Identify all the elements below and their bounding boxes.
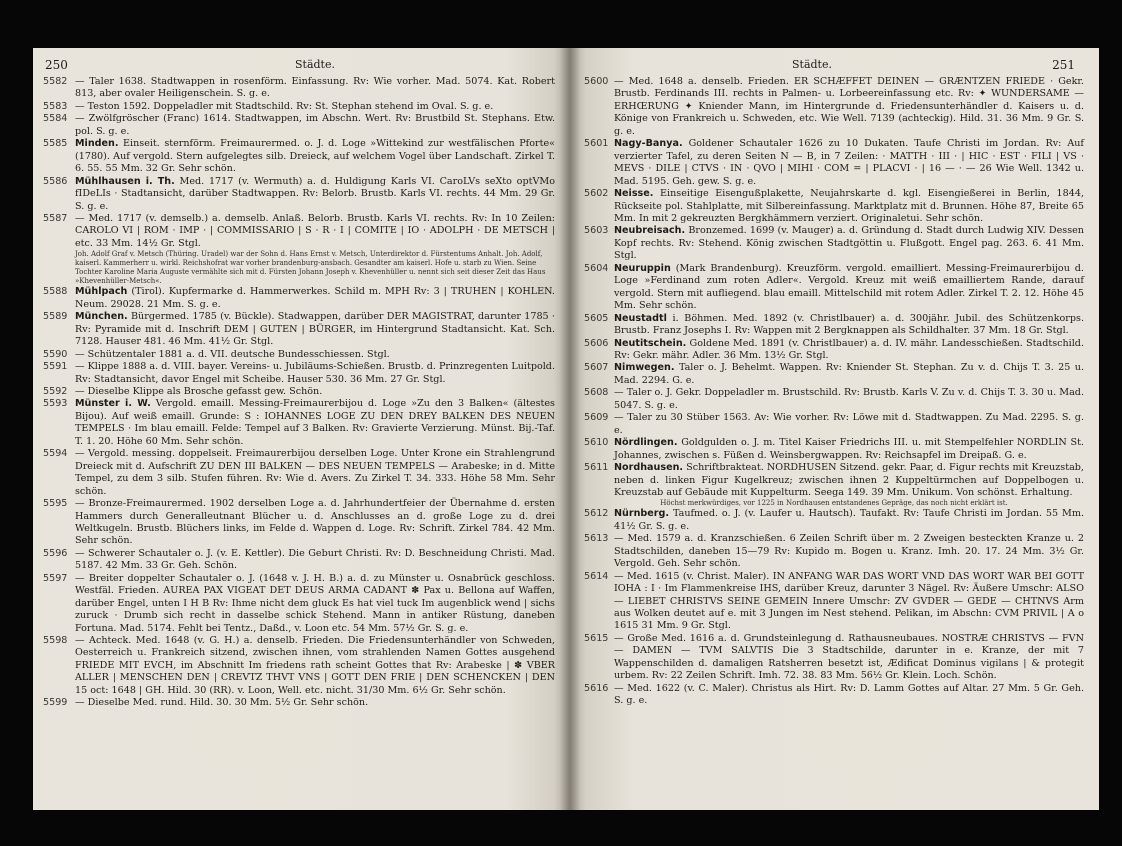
entry-description: i. Böhmen. Med. 1892 (v. Christlbauer) a. d. 300jähr. Jubil. des Schützenkorps. Brustb. Franz Josephs I. Rv: Wappen mit 2 Bergknappen als Schildhalter. 37 Mm. 18 Gr. Stgl.: [614, 312, 1084, 337]
left-entry-list: [43, 76, 555, 710]
catalog-entry: [43, 101, 555, 113]
lot-number: 5589: [43, 311, 68, 323]
lot-number: 5593: [43, 398, 68, 410]
catalog-entry: [43, 448, 555, 498]
catalog-entry: [584, 387, 1084, 412]
entry-description: Goldene Med. 1891 (v. Christlbauer) a. d. IV. mähr. Landesschießen. Stadtschild. Rv: Gekr. mähr. Adler. 36 Mm. 13½ Gr. Stgl.: [614, 337, 1084, 361]
entry-description: — Teston 1592. Doppeladler mit Stadtschild. Rv: St. Stephan stehend im Oval. S. g. e.: [75, 100, 494, 112]
catalog-entry: [584, 508, 1084, 533]
lot-number: 5605: [584, 312, 609, 324]
left-page-number: 250: [45, 58, 68, 72]
place-heading: Münster i. W.: [75, 398, 151, 410]
lot-number: 5586: [43, 175, 68, 187]
catalog-entry: [584, 225, 1084, 262]
entry-description: Bronzemed. 1699 (v. Mauger) a. d. Gründung d. Stadt durch Ludwig XIV. Dessen Kopf rechts. Rv: Stehend. König zwischen Stadtgöttin u. Flußgott. Engel pag. 263. 6. 41 Mm. Stgl.: [614, 225, 1084, 262]
entry-description: — Breiter doppelter Schautaler o. J. (1648 v. J. H. B.) a. d. zu Münster u. Osnabrück geschloss. Westfäl. Frieden. AUREA PAX VIGEAT DET DEUS ARMA CADANT ✽ Pax u. Bellona auf Waffen, darüber Engel, unten I H B Rv: Ihme nicht dem gluck Es hat viel tuck Im augenblick wend | sichs zuruck · Drumb sich recht in dasselbe schick Stehend. Mann in antiker Rüstung, daneben Fortuna. Mad. 5174. Fehlt bei Tentz., Daßd., v. Loon etc. 54 Mm. 57½ Gr. S. g. e.: [75, 572, 555, 634]
lot-number: 5608: [584, 387, 609, 399]
entry-description: — Med. 1717 (v. demselb.) a. demselb. Anlaß. Belorb. Brustb. Karls VI. rechts. Rv: In 10 Zeilen: CAROLO VI | ROM · IMP · | COMMISSARIO | S · R · I | COMITE | IO · ADOLPH · DE METSCH | etc. 33 Mm. 14½ Gr. Stgl.: [75, 212, 555, 249]
lot-number: 5615: [584, 632, 609, 644]
catalog-entry: [584, 263, 1084, 313]
lot-number: 5607: [584, 362, 609, 374]
entry-description: — Med. 1579 a. d. Kranzschießen. 6 Zeilen Schrift über m. 2 Zweigen besteckten Kranze u. 2 Stadtschilden, daneben 15—79 Rv: Kupido m. Bogen u. Kranz. Imh. 20. 17. 24 Mm. 3½ Gr. Vergold. Geh. Sehr schön.: [614, 533, 1084, 570]
footnote: Joh. Adolf Graf v. Metsch (Thüring. Uradel) war der Sohn d. Hans Ernst v. Metsch, Unterdirektor d. Fürstentums Anhalt. Joh. Adolf, kaiserl. Kammerherr u. wirkl. Reichshofrat war vorher brandenburg-ansbach. Gesandter am kaiserl. Hofe u. starb zu Wien. Seine Tochter Karoline Maria Auguste vermählte sich mit d. Fürsten Johann Joseph v. Khevenhüller u. nennt sich seit dieser Zeit das Haus »Khevenhüller-Metsch«.: [75, 250, 546, 286]
entry-description: Bürgermed. 1785 (v. Bückle). Stadwappen, darüber DER MAGISTRAT, darunter 1785 · Rv: Pyramide mit d. Inschrift DEM | GUTEN | BÜRGER, im Hintergrund Stadtansicht. Kat. Sch. 7128. Hauser 481. 46 Mm. 41½ Gr. Stgl.: [75, 311, 555, 348]
catalog-entry: [43, 213, 555, 250]
entry-description: — Dieselbe Med. rund. Hild. 30. 30 Mm. 5½ Gr. Sehr schön.: [75, 697, 369, 709]
lot-number: 5610: [584, 437, 609, 449]
entry-description: Taler o. J. Behelmt. Wappen. Rv: Kniender St. Stephan. Zu v. d. Chijs T. 3. 25 u. Mad. 2294. G. e.: [614, 362, 1084, 386]
entry-description: — Große Med. 1616 a. d. Grundsteinlegung d. Rathausneubaues. NOSTRÆ CHRISTVS — FVN — DAMEN — TVM SALVTIS Die 3 Stadtschilde, darunter in e. Kranze, der mit 7 Wappenschilden d. damaligen Ratsherren besetzt ist, Ædificat Dominus vigilans | & protegit urbem. Rv: 22 Zeilen Schrift. Imh. 72. 38. 83 Mm. 56½ Gr. Klein. Loch. Schön.: [614, 632, 1084, 682]
entry-description: — Zwölfgröscher (Franc) 1614. Stadtwappen, im Abschn. Wert. Rv: Brustbild St. Stephans. Etw. pol. S. g. e.: [75, 113, 555, 137]
entry-description: Einseitige Eisengußplakette, Neujahrskarte d. kgl. Eisengießerei in Berlin, 1844, Rückseite pol. Stahlplatte, mit Silbereinfassung. Marktplatz mit d. Brunnen. Höhe 87, Breite 65 Mm. In mit 2 gekreuzten Bergkhämmern verziert. Originaletui. Sehr schön.: [614, 188, 1084, 224]
catalog-entry: [43, 635, 555, 697]
entry-description: — Klippe 1888 a. d. VIII. bayer. Vereins- u. Jubiläums-Schießen. Brustb. d. Prinzregenten Luitpold. Rv: Stadtansicht, davor Engel mit Scheibe. Hauser 530. 36 Mm. 27 Gr. Stgl.: [75, 361, 555, 385]
entry-description: Taufmed. o. J. (v. Laufer u. Hautsch). Taufakt. Rv: Taufe Christi im Jordan. 55 Mm. 41½ Gr. S. g. e.: [614, 508, 1084, 532]
catalog-entry: [43, 138, 555, 175]
catalog-entry: [43, 548, 555, 573]
entry-description: — Med. 1648 a. denselb. Frieden. ER SCHÆFFET DEINEN — GRÆNTZEN FRIEDE · Gekr. Brustb. Ferdinands III. rechts in Palmen- u. Lorbeereinfassung etc. Rv: ✦ WUNDERSAME — ERHŒRUNG ✦ Kniender Mann, im Hintergrunde d. Friedensunterhändler d. Kaisers u. d. Könige von Frankreich u. Schweden, etc. Wie Well. 7139 (achteckig). Hild. 31. 36 Mm. 9 Gr. S. g. e.: [614, 76, 1084, 137]
lot-number: 5594: [43, 448, 68, 460]
catalog-entry: [43, 498, 555, 548]
catalog-entry: [584, 412, 1084, 437]
open-book: [33, 48, 1099, 810]
place-heading: Mühlpach: [75, 286, 128, 298]
right-page-number: 251: [1052, 58, 1075, 72]
entry-description: — Med. 1615 (v. Christ. Maler). IN ANFANG WAR DAS WORT VND DAS WORT WAR BEI GOTT IOHA : I · Im Flammenkreise IHS, darüber Kreuz, darunter 3 Nägel. Rv: Äußere Umschr: ALSO — LIEBET CHRISTVS SEINE GEMEIN Innere Umschr: ZV GVDER — GEDE — CHTNVS Arm aus Wolken deutet auf e. mit 3 Jungen im Nest stehend. Pelikan, im Abschn: CVM PRIVIL | A o 1615 31 Mm. 9 Gr. Stgl.: [614, 570, 1084, 632]
entry-description: Schriftbrakteat. NORDHUSEN Sitzend. gekr. Paar, d. Figur rechts mit Kreuzstab, neben d. linken Figur Kugelkreuz; zwischen ihnen 2 Kuppeltürmchen auf Doppelbogen u. Kreuzstab auf Gebäude mit Kuppelturm. Seega 149. 39 Mm. Unikum. Von schönst. Erhaltung.: [614, 462, 1084, 498]
lot-number: 5592: [43, 385, 68, 397]
lot-number: 5598: [43, 635, 68, 647]
lot-number: 5609: [584, 412, 609, 424]
place-heading: München.: [75, 311, 128, 323]
catalog-entry: [584, 338, 1084, 363]
catalog-entry: [584, 188, 1084, 225]
entry-description: (Tirol). Kupfermarke d. Hammerwerkes. Schild m. MPH Rv: 3 | TRUHEN | KOHLEN. Neum. 29028. 21 Mm. S. g. e.: [75, 286, 555, 310]
lot-number: 5584: [43, 113, 68, 125]
lot-number: 5601: [584, 138, 609, 150]
lot-number: 5616: [584, 682, 609, 694]
place-heading: Mühlhausen i. Th.: [75, 175, 175, 187]
catalog-entry: [43, 386, 555, 398]
place-heading: Neutitschein.: [614, 337, 687, 349]
place-heading: Minden.: [75, 138, 119, 150]
catalog-entry: [43, 697, 555, 709]
entry-description: — Schützentaler 1881 a. d. VII. deutsche Bundesschiessen. Stgl.: [75, 348, 390, 360]
catalog-entry: [43, 76, 555, 101]
place-heading: Nürnberg.: [614, 508, 670, 520]
catalog-entry: [43, 286, 555, 311]
entry-description: — Bronze-Freimaurermed. 1902 derselben Loge a. d. Jahrhundertfeier der Übernahme d. ersten Hammers durch Generalleutnant Blücher u. d. Anschlusses an d. große Loge zu d. drei Weltkugeln. Brustb. Blüchers links, im Felde d. Wappen d. Loge. Rv: Schrift. Zirkel 784. 42 Mm. Sehr schön.: [75, 498, 555, 547]
catalog-entry: [43, 361, 555, 386]
lot-number: 5600: [584, 76, 609, 87]
lot-number: 5590: [43, 348, 68, 360]
catalog-entry: [584, 462, 1084, 499]
catalog-entry: [43, 398, 555, 448]
lot-number: 5599: [43, 697, 68, 709]
place-heading: Neuruppin: [614, 262, 671, 274]
lot-number: 5597: [43, 572, 68, 584]
place-heading: Nagy-Banya.: [614, 138, 683, 150]
lot-number: 5606: [584, 337, 609, 349]
catalog-entry: [584, 533, 1084, 570]
entry-description: — Taler 1638. Stadtwappen in rosenförm. Einfassung. Rv: Wie vorher. Mad. 5074. Kat. Robert 813, aber ovaler Heiligenschein. S. g. e.: [75, 76, 555, 100]
entry-description: Med. 1717 (v. Wermuth) a. d. Huldigung Karls VI. CaroLVs seXto optVMo fIDeLIs · Stadtansicht, darüber Stadtwappen. Rv: Belorb. Brustb. Karls VI. rechts. 44 Mm. 29 Gr. S. g. e.: [75, 175, 555, 212]
catalog-entry: [584, 138, 1084, 188]
catalog-entry: [43, 113, 555, 138]
entry-description: — Taler o. J. Gekr. Doppeladler m. Brustschild. Rv: Brustb. Karls V. Zu v. d. Chijs T. 3. 30 u. Mad. 5047. S. g. e.: [614, 387, 1084, 411]
catalog-entry: [43, 311, 555, 348]
catalog-entry: [43, 176, 555, 213]
place-heading: Nordhausen.: [614, 462, 684, 474]
catalog-entry: [584, 571, 1084, 633]
left-running-title: Städte.: [295, 58, 335, 71]
right-page: [570, 48, 1099, 810]
lot-number: 5585: [43, 138, 68, 150]
place-heading: Neubreisach.: [614, 225, 686, 237]
catalog-entry: [43, 349, 555, 361]
catalog-entry: [43, 573, 555, 635]
place-heading: Neustadtl: [614, 312, 667, 324]
entry-description: Goldgulden o. J. m. Titel Kaiser Friedrichs III. u. mit Stempelfehler NORDLIN St. Johannes, zwischen s. Füßen d. Weinsbergwappen. Rv: Reichsapfel im Dreipaß. G. e.: [614, 437, 1084, 461]
place-heading: Neisse.: [614, 188, 654, 200]
entry-description: — Vergold. messing. doppelseit. Freimaurerbijou derselben Loge. Unter Krone ein Strahlengrund Dreieck mit d. Aufschrift ZU DEN III BALKEN — DES NEUEN TEMPELS — Arabeske; in d. Mitte Tempel, zu dem 3 silb. Stufen führen. Rv: Wie d. Avers. Zu Zirkel T. 34. 333. Höhe 58 Mm. Sehr schön.: [75, 448, 555, 497]
catalog-entry: [584, 437, 1084, 462]
lot-number: 5602: [584, 188, 609, 200]
lot-number: 5613: [584, 533, 609, 545]
left-page: [33, 48, 570, 810]
entry-description: — Taler zu 30 Stüber 1563. Av: Wie vorher. Rv: Löwe mit d. Stadtwappen. Zu Mad. 2295. S. g. e.: [614, 412, 1084, 436]
book-gutter: [560, 48, 580, 810]
lot-number: 5582: [43, 76, 68, 87]
lot-number: 5603: [584, 225, 609, 237]
catalog-entry: [584, 313, 1084, 338]
lot-number: 5595: [43, 498, 68, 510]
lot-number: 5583: [43, 100, 68, 112]
lot-number: 5591: [43, 361, 68, 373]
lot-number: 5612: [584, 508, 609, 520]
catalog-entry: [584, 76, 1084, 138]
lot-number: 5587: [43, 212, 68, 224]
right-running-title: Städte.: [792, 58, 832, 71]
entry-description: — Med. 1622 (v. C. Maler). Christus als Hirt. Rv: D. Lamm Gottes auf Altar. 27 Mm. 5 Gr. Geh. S. g. e.: [614, 682, 1084, 707]
entry-description: Vergold. emaill. Messing-Freimaurerbijou d. Loge »Zu den 3 Balken« (ältestes Bijou). Auf weiß emaill. Grunde: S : IOHANNES LOGE ZU DEN DREY BALKEN DES NEUEN TEMPELS · Im blau emaill. Felde: Tempel auf 3 Balken. Rv: Gravierte Verzierung. Münst. Bij.-Taf. T. 1. 20. Höhe 60 Mm. Sehr schön.: [75, 398, 555, 447]
place-heading: Nimwegen.: [614, 362, 675, 374]
footnote: Höchst merkwürdiges, vor 1225 in Nordhausen entstandenes Gepräge, das noch nicht erklärt ist.: [660, 499, 1008, 508]
entry-description: — Schwerer Schautaler o. J. (v. E. Kettler). Die Geburt Christi. Rv: D. Beschneidung Christi. Mad. 5187. 42 Mm. 33 Gr. Geh. Schön.: [75, 547, 555, 572]
entry-description: Einseit. sternförm. Freimaurermed. o. J. d. Loge »Wittekind zur westfälischen Pforte« (1780). Auf vergold. Stern aufgelegtes silb. Dreieck, auf welchem Vogel über Landschaft. Zirkel T. 6. 55. 55 Mm. 32 Gr. Sehr schön.: [75, 138, 555, 175]
lot-number: 5614: [584, 570, 609, 582]
lot-number: 5588: [43, 286, 68, 298]
entry-description: Goldener Schautaler 1626 zu 10 Dukaten. Taufe Christi im Jordan. Rv: Auf verzierter Tafel, zu deren Seiten N — B, in 7 Zeilen: · MATTH · III · | HIC · EST · FILI | VS · MEVS · DILE | CTVS · IN · QVO | MIHI · COM = | PLACVI · | 16 — · — 26 Wie Well. 1342 u. Mad. 5195. Geh. gew. S. g. e.: [614, 138, 1084, 187]
catalog-entry: [584, 683, 1084, 708]
entry-description: — Achteck. Med. 1648 (v. G. H.) a. denselb. Frieden. Die Friedensunterhändler von Schweden, Oesterreich u. Frankreich sitzend, zwischen ihnen, vom strahlenden Namen Gottes ausgehend FRIEDE MIT EVCH, im Abschnitt Im friedens rath scheint Gottes that Rv: Arabeske | ✽ VBER ALLER | MENSCHEN DEN | CREVTZ THVT VNS | GOTT DEN FRIE | DEN SCHENCKEN | DEN 15 oct: 1648 | GH. Hild. 30 (RR). v. Loon, Well. etc. nicht. 31/30 Mm. 6½ Gr. Sehr schön.: [75, 635, 555, 696]
right-entry-list: [584, 76, 1084, 708]
lot-number: 5596: [43, 547, 68, 559]
catalog-entry: [584, 633, 1084, 683]
place-heading: Nördlingen.: [614, 437, 678, 449]
lot-number: 5604: [584, 262, 609, 274]
entry-description: (Mark Brandenburg). Kreuzförm. vergold. emailliert. Messing-Freimaurerbijou d. Loge »Ferdinand zum roten Adler«. Vergold. Kreuz mit weiß emailliertem Rande, darauf vergold. Stern mit aufliegend. blau emaill. Mittelschild mit rotem Adler. Zirkel T. 2. 12. Höhe 45 Mm. Sehr schön.: [614, 262, 1084, 312]
entry-description: — Dieselbe Klippe als Brosche gefasst gew. Schön.: [75, 385, 323, 397]
lot-number: 5611: [584, 462, 609, 474]
catalog-entry: [584, 362, 1084, 387]
